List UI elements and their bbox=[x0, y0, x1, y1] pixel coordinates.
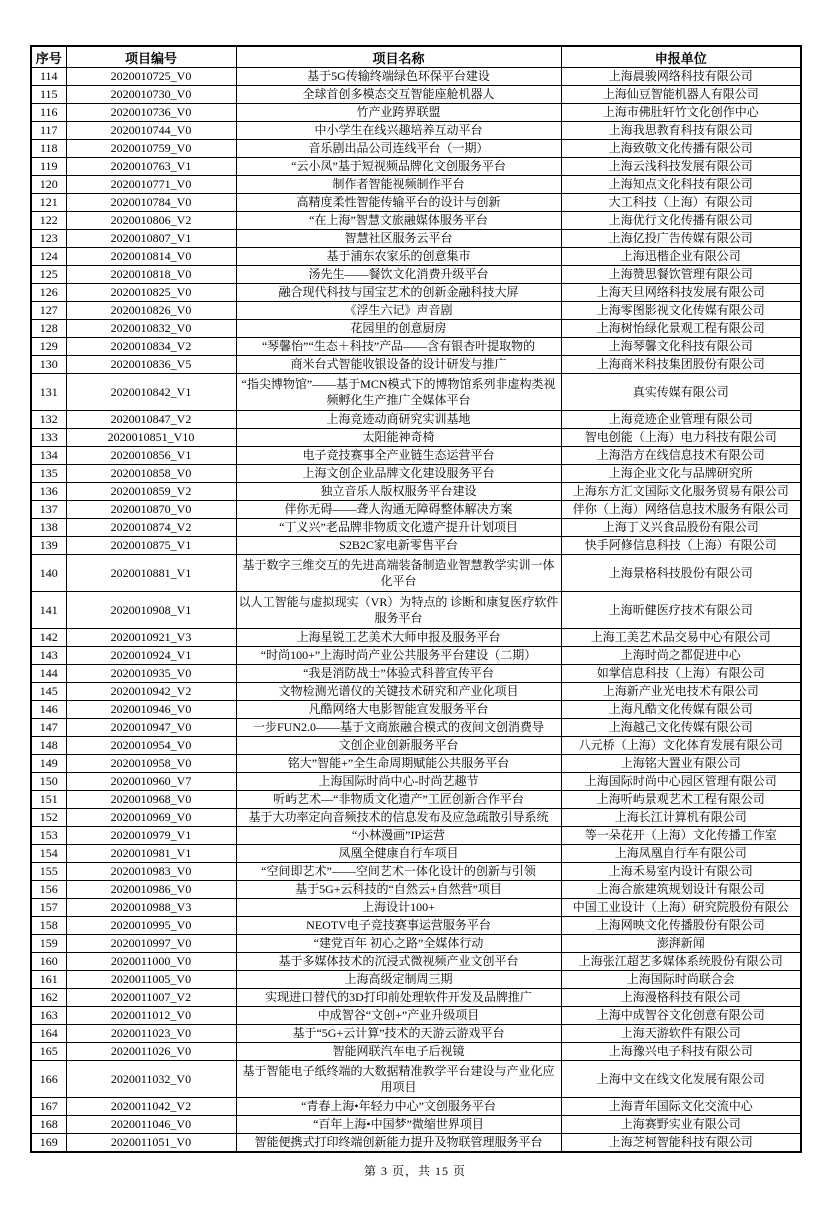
cell-serial-number: 157 bbox=[31, 899, 66, 917]
table-row bbox=[31, 374, 801, 411]
cell-serial-number: 133 bbox=[31, 429, 66, 447]
cell-applicant-unit: 上海迅楷企业有限公司 bbox=[561, 248, 801, 266]
table-row bbox=[31, 248, 801, 266]
cell-project-name: “我是消防战士”体验式科普宣传平台 bbox=[236, 665, 561, 683]
cell-applicant-unit: 上海天游软件有限公司 bbox=[561, 1025, 801, 1043]
cell-project-name: 铭大”智能+”全生命周期赋能公共服务平台 bbox=[236, 755, 561, 773]
cell-applicant-unit: 上海青年国际文化交流中心 bbox=[561, 1098, 801, 1116]
cell-project-code: 2020010979_V1 bbox=[66, 827, 236, 845]
cell-project-code: 2020010995_V0 bbox=[66, 917, 236, 935]
cell-applicant-unit: 上海张江超艺多媒体系统股份有限公司 bbox=[561, 953, 801, 971]
cell-applicant-unit: 大工科技（上海）有限公司 bbox=[561, 194, 801, 212]
cell-project-code: 2020010935_V0 bbox=[66, 665, 236, 683]
cell-project-name: 商米台式智能收银设备的设计研发与推广 bbox=[236, 356, 561, 374]
cell-serial-number: 146 bbox=[31, 701, 66, 719]
cell-applicant-unit: 上海竞迹企业管理有限公司 bbox=[561, 411, 801, 429]
cell-project-name: 基于智能电子纸终端的大数据精准教学平台建设与产业化应用项目 bbox=[236, 1061, 561, 1098]
table-row bbox=[31, 158, 801, 176]
cell-applicant-unit: 八元桥（上海）文化体育发展有限公司 bbox=[561, 737, 801, 755]
cell-project-code: 2020010997_V0 bbox=[66, 935, 236, 953]
cell-applicant-unit: 上海国际时尚联合会 bbox=[561, 971, 801, 989]
cell-applicant-unit: 上海丁义兴食品股份有限公司 bbox=[561, 519, 801, 537]
table-row bbox=[31, 935, 801, 953]
cell-project-name: 基于浦东农家乐的创意集市 bbox=[236, 248, 561, 266]
table-row bbox=[31, 1061, 801, 1098]
cell-serial-number: 153 bbox=[31, 827, 66, 845]
cell-project-name: “空间即艺术”——空间艺术一体化设计的创新与引领 bbox=[236, 863, 561, 881]
cell-serial-number: 123 bbox=[31, 230, 66, 248]
cell-project-name: 竹产业跨界联盟 bbox=[236, 104, 561, 122]
cell-serial-number: 119 bbox=[31, 158, 66, 176]
cell-project-code: 2020010759_V0 bbox=[66, 140, 236, 158]
cell-serial-number: 139 bbox=[31, 537, 66, 555]
cell-project-code: 2020010870_V0 bbox=[66, 501, 236, 519]
cell-applicant-unit: 中国工业设计（上海）研究院股份有限公 bbox=[561, 899, 801, 917]
cell-project-code: 2020010832_V0 bbox=[66, 320, 236, 338]
cell-serial-number: 125 bbox=[31, 266, 66, 284]
cell-project-code: 2020010981_V1 bbox=[66, 845, 236, 863]
cell-project-code: 2020010814_V0 bbox=[66, 248, 236, 266]
cell-project-code: 2020010784_V0 bbox=[66, 194, 236, 212]
cell-serial-number: 154 bbox=[31, 845, 66, 863]
table-row bbox=[31, 302, 801, 320]
cell-project-code: 2020010881_V1 bbox=[66, 555, 236, 592]
header-project-code: 项目编号 bbox=[66, 46, 236, 68]
table-row bbox=[31, 863, 801, 881]
cell-applicant-unit: 上海浩方在线信息技术有限公司 bbox=[561, 447, 801, 465]
cell-project-code: 2020010874_V2 bbox=[66, 519, 236, 537]
table-row bbox=[31, 68, 801, 86]
cell-serial-number: 130 bbox=[31, 356, 66, 374]
cell-project-name: 上海文创企业品牌文化建设服务平台 bbox=[236, 465, 561, 483]
cell-project-name: 智能便携式打印终端创新能力提升及物联管理服务平台 bbox=[236, 1134, 561, 1153]
cell-serial-number: 156 bbox=[31, 881, 66, 899]
cell-project-name: 一步FUN2.0——基于文商旅融合模式的夜间文创消费导 bbox=[236, 719, 561, 737]
cell-project-name: 电子竞技赛事全产业链生态运营平台 bbox=[236, 447, 561, 465]
table-row bbox=[31, 809, 801, 827]
cell-project-code: 2020010806_V2 bbox=[66, 212, 236, 230]
table-row bbox=[31, 701, 801, 719]
cell-applicant-unit: 上海赞思餐饮管理有限公司 bbox=[561, 266, 801, 284]
cell-project-name: 基于多媒体技术的沉浸式微视频产业文创平台 bbox=[236, 953, 561, 971]
cell-project-name: 上海设计100+ bbox=[236, 899, 561, 917]
cell-applicant-unit: 上海新产业光电技术有限公司 bbox=[561, 683, 801, 701]
cell-serial-number: 144 bbox=[31, 665, 66, 683]
cell-applicant-unit: 上海东方汇文国际文化服务贸易有限公司 bbox=[561, 483, 801, 501]
table-row bbox=[31, 773, 801, 791]
cell-serial-number: 136 bbox=[31, 483, 66, 501]
cell-project-code: 2020010875_V1 bbox=[66, 537, 236, 555]
cell-project-name: “丁义兴”老品牌非物质文化遗产提升计划项目 bbox=[236, 519, 561, 537]
cell-project-code: 2020010908_V1 bbox=[66, 592, 236, 629]
cell-project-name: 智慧社区服务云平台 bbox=[236, 230, 561, 248]
cell-project-code: 2020010968_V0 bbox=[66, 791, 236, 809]
table-row bbox=[31, 917, 801, 935]
cell-project-code: 2020010730_V0 bbox=[66, 86, 236, 104]
cell-applicant-unit: 等一朵花开（上海）文化传播工作室 bbox=[561, 827, 801, 845]
cell-applicant-unit: 上海景格科技股份有限公司 bbox=[561, 555, 801, 592]
cell-project-name: 上海星锐工艺美术大师申报及服务平台 bbox=[236, 629, 561, 647]
cell-project-name: 上海国际时尚中心-时尚艺趣节 bbox=[236, 773, 561, 791]
cell-project-code: 2020010858_V0 bbox=[66, 465, 236, 483]
table-row bbox=[31, 537, 801, 555]
header-applicant-unit: 申报单位 bbox=[561, 46, 801, 68]
cell-project-name: 凤凰全健康自行车项目 bbox=[236, 845, 561, 863]
cell-applicant-unit: 上海琴馨文化科技有限公司 bbox=[561, 338, 801, 356]
table-row bbox=[31, 411, 801, 429]
cell-project-name: 基于数字三维交互的先进高端装备制造业智慧教学实训一体化平台 bbox=[236, 555, 561, 592]
cell-applicant-unit: 上海听屿景观艺术工程有限公司 bbox=[561, 791, 801, 809]
cell-project-name: 凡酷网络大电影智能宣发服务平台 bbox=[236, 701, 561, 719]
table-row bbox=[31, 1116, 801, 1134]
cell-serial-number: 135 bbox=[31, 465, 66, 483]
cell-project-name: 音乐剧出品公司连线平台（一期） bbox=[236, 140, 561, 158]
cell-serial-number: 164 bbox=[31, 1025, 66, 1043]
cell-project-code: 2020010834_V2 bbox=[66, 338, 236, 356]
cell-serial-number: 141 bbox=[31, 592, 66, 629]
cell-project-name: 独立音乐人版权服务平台建设 bbox=[236, 483, 561, 501]
cell-project-name: “在上海”智慧文旅融媒体服务平台 bbox=[236, 212, 561, 230]
cell-project-name: 文物检测光谱仪的关键技术研究和产业化项目 bbox=[236, 683, 561, 701]
cell-project-name: 上海竞迹动商研究实训基地 bbox=[236, 411, 561, 429]
cell-applicant-unit: 上海树怡绿化景观工程有限公司 bbox=[561, 320, 801, 338]
cell-project-code: 2020011046_V0 bbox=[66, 1116, 236, 1134]
table-row bbox=[31, 320, 801, 338]
cell-project-name: “建党百年 初心之路”全媒体行动 bbox=[236, 935, 561, 953]
cell-applicant-unit: 上海晨骏网络科技有限公司 bbox=[561, 68, 801, 86]
cell-serial-number: 134 bbox=[31, 447, 66, 465]
cell-project-code: 2020010859_V2 bbox=[66, 483, 236, 501]
cell-project-name: “琴馨怡”“生态＋科技”产品——含有银杏叶提取物的 bbox=[236, 338, 561, 356]
cell-applicant-unit: 上海凤凰自行车有限公司 bbox=[561, 845, 801, 863]
cell-applicant-unit: 上海铭大置业有限公司 bbox=[561, 755, 801, 773]
cell-applicant-unit: 上海云浅科技发展有限公司 bbox=[561, 158, 801, 176]
cell-applicant-unit: 上海时尚之都促进中心 bbox=[561, 647, 801, 665]
cell-project-code: 2020011012_V0 bbox=[66, 1007, 236, 1025]
cell-serial-number: 145 bbox=[31, 683, 66, 701]
cell-applicant-unit: 智电创能（上海）电力科技有限公司 bbox=[561, 429, 801, 447]
cell-serial-number: 166 bbox=[31, 1061, 66, 1098]
table-row bbox=[31, 104, 801, 122]
cell-project-name: “小林漫画”IP运营 bbox=[236, 827, 561, 845]
cell-project-name: 上海高级定制周三期 bbox=[236, 971, 561, 989]
table-row bbox=[31, 592, 801, 629]
table-row bbox=[31, 899, 801, 917]
table-row bbox=[31, 755, 801, 773]
cell-applicant-unit: 上海越己文化传媒有限公司 bbox=[561, 719, 801, 737]
cell-applicant-unit: 上海商米科技集团股份有限公司 bbox=[561, 356, 801, 374]
cell-serial-number: 155 bbox=[31, 863, 66, 881]
table-row bbox=[31, 194, 801, 212]
cell-project-code: 2020010960_V7 bbox=[66, 773, 236, 791]
cell-applicant-unit: 上海昕健医疗技术有限公司 bbox=[561, 592, 801, 629]
cell-project-name: 花园里的创意厨房 bbox=[236, 320, 561, 338]
table-row bbox=[31, 338, 801, 356]
cell-applicant-unit: 上海市佛肚轩竹文化创作中心 bbox=[561, 104, 801, 122]
cell-serial-number: 167 bbox=[31, 1098, 66, 1116]
cell-project-code: 2020011023_V0 bbox=[66, 1025, 236, 1043]
cell-applicant-unit: 伴你（上海）网络信息技术服务有限公司 bbox=[561, 501, 801, 519]
cell-serial-number: 128 bbox=[31, 320, 66, 338]
table-row bbox=[31, 1007, 801, 1025]
cell-serial-number: 121 bbox=[31, 194, 66, 212]
cell-project-code: 2020011026_V0 bbox=[66, 1043, 236, 1061]
cell-applicant-unit: 上海合旅建筑规划设计有限公司 bbox=[561, 881, 801, 899]
cell-serial-number: 163 bbox=[31, 1007, 66, 1025]
cell-project-name: “云小凤”基于短视频品牌化文创服务平台 bbox=[236, 158, 561, 176]
cell-project-code: 2020010947_V0 bbox=[66, 719, 236, 737]
table-row bbox=[31, 1025, 801, 1043]
table-row bbox=[31, 737, 801, 755]
cell-serial-number: 151 bbox=[31, 791, 66, 809]
header-serial-number: 序号 bbox=[31, 46, 66, 68]
cell-applicant-unit: 上海我思教育科技有限公司 bbox=[561, 122, 801, 140]
cell-project-code: 2020010988_V3 bbox=[66, 899, 236, 917]
header-project-name: 项目名称 bbox=[236, 46, 561, 68]
table-row bbox=[31, 881, 801, 899]
cell-project-name: “时尚100+”上海时尚产业公共服务平台建设（二期） bbox=[236, 647, 561, 665]
table-row bbox=[31, 665, 801, 683]
cell-serial-number: 148 bbox=[31, 737, 66, 755]
table-row bbox=[31, 629, 801, 647]
cell-project-code: 2020010954_V0 bbox=[66, 737, 236, 755]
table-row bbox=[31, 989, 801, 1007]
table-row bbox=[31, 86, 801, 104]
cell-serial-number: 169 bbox=[31, 1134, 66, 1153]
table-row bbox=[31, 971, 801, 989]
cell-serial-number: 162 bbox=[31, 989, 66, 1007]
table-row bbox=[31, 429, 801, 447]
cell-project-code: 2020010958_V0 bbox=[66, 755, 236, 773]
cell-project-name: 全球首创多模态交互智能座舱机器人 bbox=[236, 86, 561, 104]
table-row bbox=[31, 122, 801, 140]
table-row bbox=[31, 519, 801, 537]
cell-serial-number: 165 bbox=[31, 1043, 66, 1061]
table-row bbox=[31, 266, 801, 284]
cell-serial-number: 160 bbox=[31, 953, 66, 971]
cell-project-name: 实现进口替代的3D打印前处理软件开发及品牌推广 bbox=[236, 989, 561, 1007]
cell-applicant-unit: 上海赛野实业有限公司 bbox=[561, 1116, 801, 1134]
cell-project-name: 听屿艺术—“非物质文化遗产”工匠创新合作平台 bbox=[236, 791, 561, 809]
cell-serial-number: 120 bbox=[31, 176, 66, 194]
cell-project-code: 2020010851_V10 bbox=[66, 429, 236, 447]
table-body bbox=[31, 68, 801, 1153]
table-row bbox=[31, 176, 801, 194]
cell-serial-number: 118 bbox=[31, 140, 66, 158]
cell-project-code: 2020010942_V2 bbox=[66, 683, 236, 701]
cell-applicant-unit: 上海天旦网络科技发展有限公司 bbox=[561, 284, 801, 302]
table-row bbox=[31, 953, 801, 971]
cell-project-name: “百年上海•中国梦”微缩世界项目 bbox=[236, 1116, 561, 1134]
cell-project-code: 2020010983_V0 bbox=[66, 863, 236, 881]
cell-applicant-unit: 上海豫兴电子科技有限公司 bbox=[561, 1043, 801, 1061]
cell-serial-number: 132 bbox=[31, 411, 66, 429]
table-row bbox=[31, 483, 801, 501]
cell-applicant-unit: 上海漫格科技有限公司 bbox=[561, 989, 801, 1007]
cell-applicant-unit: 上海仙豆智能机器人有限公司 bbox=[561, 86, 801, 104]
cell-applicant-unit: 上海禾易室内设计有限公司 bbox=[561, 863, 801, 881]
cell-project-code: 2020011000_V0 bbox=[66, 953, 236, 971]
cell-serial-number: 152 bbox=[31, 809, 66, 827]
cell-project-name: 基于5G+云科技的“自然云+自然营”项目 bbox=[236, 881, 561, 899]
cell-project-code: 2020010836_V5 bbox=[66, 356, 236, 374]
cell-serial-number: 161 bbox=[31, 971, 66, 989]
cell-serial-number: 158 bbox=[31, 917, 66, 935]
table-row bbox=[31, 356, 801, 374]
table-row bbox=[31, 140, 801, 158]
cell-applicant-unit: 上海优行文化传播有限公司 bbox=[561, 212, 801, 230]
cell-project-code: 2020010825_V0 bbox=[66, 284, 236, 302]
cell-project-code: 2020010969_V0 bbox=[66, 809, 236, 827]
cell-serial-number: 124 bbox=[31, 248, 66, 266]
cell-project-code: 2020011007_V2 bbox=[66, 989, 236, 1007]
cell-serial-number: 159 bbox=[31, 935, 66, 953]
cell-project-code: 2020010924_V1 bbox=[66, 647, 236, 665]
table-row bbox=[31, 1134, 801, 1153]
cell-applicant-unit: 上海企业文化与品牌研究所 bbox=[561, 465, 801, 483]
cell-project-code: 2020010818_V0 bbox=[66, 266, 236, 284]
cell-applicant-unit: 上海零图影视文化传媒有限公司 bbox=[561, 302, 801, 320]
cell-project-code: 2020010725_V0 bbox=[66, 68, 236, 86]
cell-project-name: 《浮生六记》声音剧 bbox=[236, 302, 561, 320]
cell-applicant-unit: 上海致敬文化传播有限公司 bbox=[561, 140, 801, 158]
cell-project-code: 2020010736_V0 bbox=[66, 104, 236, 122]
table-header bbox=[31, 46, 801, 68]
table-row bbox=[31, 465, 801, 483]
cell-project-name: 汤先生——餐饮文化消费升级平台 bbox=[236, 266, 561, 284]
cell-project-code: 2020010771_V0 bbox=[66, 176, 236, 194]
table-row bbox=[31, 1043, 801, 1061]
cell-applicant-unit: 上海长江计算机有限公司 bbox=[561, 809, 801, 827]
cell-project-code: 2020010856_V1 bbox=[66, 447, 236, 465]
cell-project-name: 太阳能神奇椅 bbox=[236, 429, 561, 447]
cell-applicant-unit: 快手阿修信息科技（上海）有限公司 bbox=[561, 537, 801, 555]
cell-project-code: 2020011005_V0 bbox=[66, 971, 236, 989]
cell-serial-number: 131 bbox=[31, 374, 66, 411]
cell-project-name: 中成智谷“文创+”产业升级项目 bbox=[236, 1007, 561, 1025]
table-row bbox=[31, 647, 801, 665]
cell-project-code: 2020010921_V3 bbox=[66, 629, 236, 647]
cell-serial-number: 115 bbox=[31, 86, 66, 104]
cell-project-code: 2020010763_V1 bbox=[66, 158, 236, 176]
cell-serial-number: 168 bbox=[31, 1116, 66, 1134]
cell-applicant-unit: 上海中成智谷文化创意有限公司 bbox=[561, 1007, 801, 1025]
table-row bbox=[31, 791, 801, 809]
cell-applicant-unit: 上海芝柯智能科技有限公司 bbox=[561, 1134, 801, 1153]
cell-serial-number: 147 bbox=[31, 719, 66, 737]
cell-project-name: 融合现代科技与国宝艺术的创新金融科技大屏 bbox=[236, 284, 561, 302]
cell-project-code: 2020010807_V1 bbox=[66, 230, 236, 248]
table-row bbox=[31, 212, 801, 230]
document-page bbox=[0, 45, 827, 1215]
cell-serial-number: 142 bbox=[31, 629, 66, 647]
projects-table bbox=[30, 45, 802, 1153]
cell-project-name: S2B2C家电新零售平台 bbox=[236, 537, 561, 555]
cell-project-name: 基于5G传输终端绿色环保平台建设 bbox=[236, 68, 561, 86]
cell-serial-number: 126 bbox=[31, 284, 66, 302]
header-row bbox=[31, 46, 801, 68]
cell-applicant-unit: 上海国际时尚中心园区管理有限公司 bbox=[561, 773, 801, 791]
cell-project-code: 2020010847_V2 bbox=[66, 411, 236, 429]
cell-serial-number: 114 bbox=[31, 68, 66, 86]
cell-applicant-unit: 上海中文在线文化发展有限公司 bbox=[561, 1061, 801, 1098]
cell-project-name: 制作者智能视频制作平台 bbox=[236, 176, 561, 194]
cell-project-name: “指尖博物馆”——基于MCN模式下的博物馆系列非虚构类视频孵化生产推广全媒体平台 bbox=[236, 374, 561, 411]
table-row bbox=[31, 501, 801, 519]
cell-applicant-unit: 上海知点文化科技有限公司 bbox=[561, 176, 801, 194]
cell-project-code: 2020011042_V2 bbox=[66, 1098, 236, 1116]
cell-project-name: 以人工智能与虚拟现实（VR）为特点的 诊断和康复医疗软件服务平台 bbox=[236, 592, 561, 629]
cell-project-code: 2020010826_V0 bbox=[66, 302, 236, 320]
table-row bbox=[31, 845, 801, 863]
cell-project-code: 2020011032_V0 bbox=[66, 1061, 236, 1098]
table-row bbox=[31, 230, 801, 248]
cell-serial-number: 117 bbox=[31, 122, 66, 140]
cell-applicant-unit: 上海亿投广告传媒有限公司 bbox=[561, 230, 801, 248]
cell-applicant-unit: 上海网映文化传播股份有限公司 bbox=[561, 917, 801, 935]
cell-project-name: 伴你无碍——聋人沟通无障碍整体解决方案 bbox=[236, 501, 561, 519]
cell-project-code: 2020010986_V0 bbox=[66, 881, 236, 899]
cell-project-name: 基于“5G+云计算”技术的天游云游戏平台 bbox=[236, 1025, 561, 1043]
cell-project-name: 中小学生在线兴趣培养互动平台 bbox=[236, 122, 561, 140]
cell-project-name: 文创企业创新服务平台 bbox=[236, 737, 561, 755]
cell-serial-number: 129 bbox=[31, 338, 66, 356]
cell-serial-number: 140 bbox=[31, 555, 66, 592]
cell-project-code: 2020011051_V0 bbox=[66, 1134, 236, 1153]
cell-project-code: 2020010842_V1 bbox=[66, 374, 236, 411]
cell-applicant-unit: 上海凡酷文化传媒有限公司 bbox=[561, 701, 801, 719]
cell-serial-number: 116 bbox=[31, 104, 66, 122]
page-number-footer: 第 3 页，共 15 页 bbox=[363, 1164, 466, 1178]
cell-applicant-unit: 真实传媒有限公司 bbox=[561, 374, 801, 411]
cell-project-name: 基于大功率定向音频技术的信息发布及应急疏散引导系统 bbox=[236, 809, 561, 827]
cell-serial-number: 138 bbox=[31, 519, 66, 537]
table-row bbox=[31, 1098, 801, 1116]
cell-serial-number: 137 bbox=[31, 501, 66, 519]
table-row bbox=[31, 719, 801, 737]
cell-serial-number: 122 bbox=[31, 212, 66, 230]
cell-applicant-unit: 澎湃新闻 bbox=[561, 935, 801, 953]
table-row bbox=[31, 827, 801, 845]
table-row bbox=[31, 683, 801, 701]
cell-serial-number: 149 bbox=[31, 755, 66, 773]
cell-applicant-unit: 如掌信息科技（上海）有限公司 bbox=[561, 665, 801, 683]
cell-serial-number: 127 bbox=[31, 302, 66, 320]
cell-project-code: 2020010946_V0 bbox=[66, 701, 236, 719]
cell-project-name: 高精度柔性智能传输平台的设计与创新 bbox=[236, 194, 561, 212]
cell-applicant-unit: 上海工美艺术品交易中心有限公司 bbox=[561, 629, 801, 647]
cell-project-name: 智能网联汽车电子后视镜 bbox=[236, 1043, 561, 1061]
cell-project-name: NEOTV电子竞技赛事运营服务平台 bbox=[236, 917, 561, 935]
cell-project-code: 2020010744_V0 bbox=[66, 122, 236, 140]
table-row bbox=[31, 284, 801, 302]
cell-serial-number: 143 bbox=[31, 647, 66, 665]
cell-serial-number: 150 bbox=[31, 773, 66, 791]
cell-project-name: “青春上海•年轻力中心”文创服务平台 bbox=[236, 1098, 561, 1116]
table-row bbox=[31, 447, 801, 465]
table-row bbox=[31, 555, 801, 592]
